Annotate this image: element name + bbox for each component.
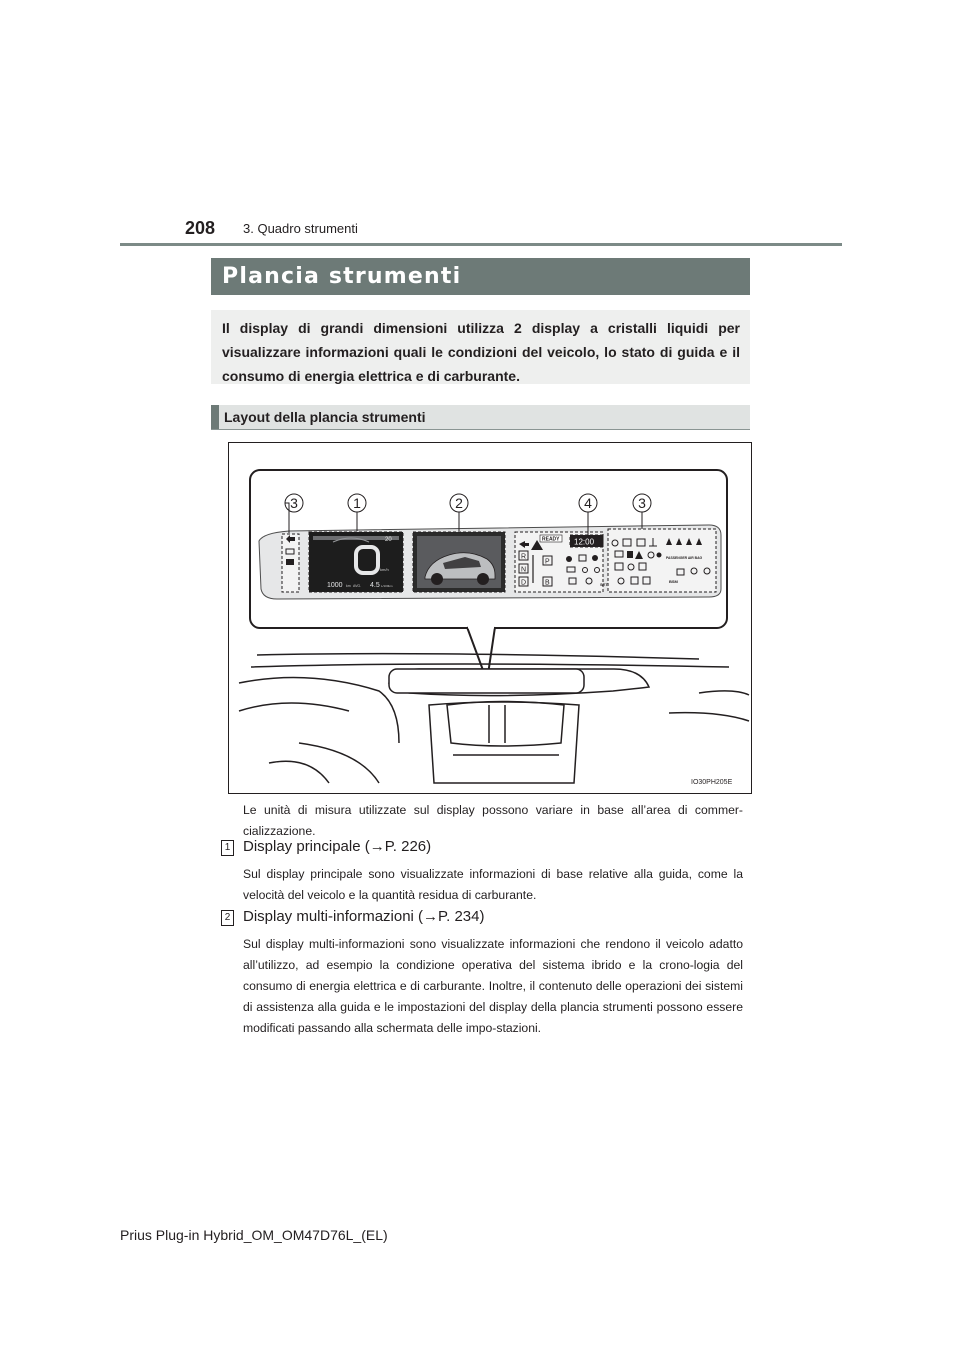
callout-4: 4 <box>584 495 592 511</box>
gear-n: N <box>521 566 527 574</box>
subheading-rule <box>211 429 750 430</box>
set-label: SET <box>600 582 608 587</box>
item-number-1: 1 <box>221 840 234 856</box>
item-title-multi-info-display: Display multi-informazioni (→P. 234) <box>243 908 485 925</box>
intro-text: Il display di grandi dimensioni utilizza 2 display a cristalli liquidi per visualizzare informazioni quali le condizioni del veicolo, lo stato di guida e il consumo di energia elettrica e di carburante. <box>222 320 740 384</box>
section-title: 3. Quadro strumenti <box>243 221 358 236</box>
clock-value: 12:00 <box>574 537 595 547</box>
passenger-airbag-label: PASSENGER AIR BAG <box>666 556 703 560</box>
car-interior <box>239 654 749 783</box>
subheading: Layout della plancia strumenti <box>224 409 426 425</box>
speed-unit: km/h <box>380 567 389 572</box>
instrument-panel-housing <box>389 669 584 693</box>
item-number-2: 2 <box>221 910 234 926</box>
avg-value: 4.5 <box>370 582 380 589</box>
bsm-label: BSM <box>669 579 678 584</box>
gear-r: R <box>521 553 527 561</box>
callout-1: 1 <box>353 495 361 511</box>
item-desc-multi-info-display: Sul display multi-informazioni sono visualizzate informazioni che rendono il veicolo adatto all’utilizzo, ad esempio la condizione operativa del sistema ibrido e la crono-logia del consumo di energia elettrica e di carburante. Inoltre, il contenuto delle operazioni dei sistemi di assistenza alla guida e le impostazioni del display della plancia strumenti possono essere modificati passando alla schermata delle impo-stazioni. <box>243 937 743 1035</box>
units-note: Le unità di misura utilizzate sul display possono variare in base all’area di commer-cializzazione. <box>243 803 743 838</box>
page-number: 208 <box>185 218 216 238</box>
ready-label: READY <box>542 536 560 543</box>
instrument-panel-illustration <box>229 443 751 793</box>
steering-wheel <box>239 678 399 743</box>
fuel-icon <box>286 559 294 565</box>
gear-p: P <box>545 558 550 566</box>
instrument-panel-figure <box>228 442 752 794</box>
avg-label: AVG. <box>353 584 362 588</box>
callout-3-left: 3 <box>290 495 298 511</box>
item-desc-main-display: Sul display principale sono visualizzate informazioni di base relative alla guida, come la velocità del veicolo e la quantità residua di carburante. <box>243 867 743 902</box>
figure-code: IO30PH205E <box>691 779 733 786</box>
footer-manual-id: Prius Plug-in Hybrid_OM_OM47D76L_(EL) <box>120 1227 388 1243</box>
callout-2: 2 <box>455 495 463 511</box>
outside-temp: 20 <box>385 537 392 543</box>
callout-3-right: 3 <box>638 495 646 511</box>
indicator-area-right <box>608 529 716 592</box>
subheading-marker <box>211 405 219 429</box>
header-rule <box>120 243 842 246</box>
item-title-main-display: Display principale (→P. 226) <box>243 838 432 855</box>
gear-d: D <box>521 579 527 587</box>
odometer-value: 1000 <box>327 582 343 589</box>
avg-unit: L/100km <box>381 584 393 588</box>
gear-b: B <box>545 579 550 587</box>
odometer-unit: km <box>346 584 351 588</box>
page-title: Plancia strumenti <box>222 264 462 289</box>
